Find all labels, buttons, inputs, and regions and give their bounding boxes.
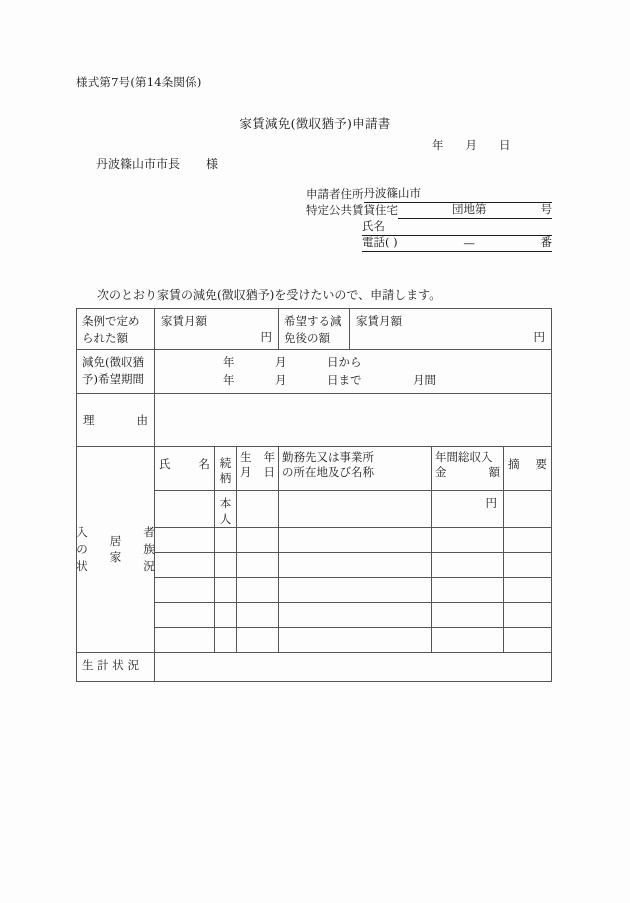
applicant-address-input[interactable] [364,185,553,203]
period-to-year: 年 [223,372,235,387]
livelihood-label: 生 計 状 況 [82,657,139,672]
date-month-label: 月 [465,138,477,152]
table-row-livelihood [77,652,552,681]
application-table [76,308,552,682]
col-birthdate-line1 [240,450,275,466]
desired-field-label: 家賃月額 [356,314,402,328]
period-value-cell[interactable] [155,350,552,394]
reason-label-cell [77,393,155,446]
period-to-day: 日まで [327,372,362,387]
applicant-housing-number-label: 号 [540,202,552,216]
family-workplace-input[interactable] [279,552,432,577]
col-birthdate-l2a: 月 [240,465,252,480]
col-birthdate-line2 [240,465,275,481]
addressee-name: 丹波篠山市市長 [96,157,181,171]
applicant-address-label: 申請者住所 [306,186,364,201]
family-remarks-input[interactable] [504,602,552,627]
col-income-line1: 年間総収入 [435,449,493,464]
family-name-input[interactable] [155,527,215,552]
period-to-line [161,372,545,389]
date-year-label: 年 [432,138,444,152]
family-remarks-input[interactable] [504,552,552,577]
addressee-honorific: 様 [206,157,219,171]
family-remarks-input[interactable] [504,527,552,552]
family-income-unit: 円 [485,495,497,510]
addressee [96,155,218,172]
family-remarks-input[interactable] [504,627,552,652]
family-income-input[interactable] [432,627,504,652]
applicant-housing-block-input[interactable] [398,201,552,219]
family-relation-input[interactable] [215,527,237,552]
family-birthdate-input[interactable] [237,527,279,552]
family-name-input[interactable] [155,602,215,627]
family-workplace-input[interactable] [279,577,432,602]
family-relation-value: 本人 [219,495,232,526]
col-income-l2b: 額 [488,465,500,480]
ordinance-label: 条例で定められた額 [82,314,140,345]
family-workplace-input[interactable] [279,627,432,652]
period-label: 減免(徴収猶予)希望期間 [82,355,144,387]
ordinance-label-cell [77,309,155,350]
family-label-col-1 [76,524,88,574]
family-label-vertical [77,447,154,652]
applicant-phone-dash: — [463,236,475,250]
family-label-char: 家 [109,550,122,565]
family-col-header-name [155,446,215,490]
applicant-address-value: 丹波篠山市 [363,185,421,200]
date-line [432,137,511,153]
desired-value-cell[interactable] [350,309,552,350]
period-from-line [161,354,545,371]
col-relation-label: 続 柄 [219,455,232,486]
period-from-month: 月 [275,355,287,370]
col-birthdate-l1a: 生 [240,449,252,464]
family-workplace-input[interactable] [279,527,432,552]
family-col-header-relation [215,446,237,490]
family-relation-input[interactable] [215,627,237,652]
family-name-input[interactable] [155,627,215,652]
family-label-char: 居 [109,533,122,548]
livelihood-value-cell[interactable] [155,652,552,681]
family-workplace-input[interactable] [279,602,432,627]
family-label-char: 入 [76,525,88,540]
reason-label-left: 理 [83,412,95,427]
family-income-input[interactable] [432,577,504,602]
applicant-phone-suffix: 番 [540,235,553,249]
col-income-l2a: 金 [435,465,447,480]
family-label-char: の [76,542,88,557]
col-name-left: 氏 [159,456,171,471]
family-income-input[interactable] [432,602,504,627]
family-name-input[interactable] [155,490,215,527]
col-remarks-left: 摘 [508,456,520,471]
col-birthdate-l2b: 日 [263,465,275,480]
livelihood-label-cell [77,652,155,681]
family-col-header-birthdate [237,446,279,490]
applicant-name-input[interactable] [362,218,552,236]
col-workplace-line1: 勤務先又は事業所 [282,449,374,464]
applicant-phone-row [306,236,552,253]
applicant-housing-block-label: 団地第 [452,202,487,216]
family-birthdate-input[interactable] [237,490,279,527]
family-income-cell[interactable] [432,490,504,527]
period-from-year: 年 [223,355,235,370]
family-birthdate-input[interactable] [237,552,279,577]
family-relation-cell[interactable] [215,490,237,527]
col-name-right: 名 [198,456,210,471]
desired-label: 希望する減免後の額 [284,314,342,345]
ordinance-value-cell[interactable] [155,309,279,350]
family-header-row [77,446,552,490]
family-birthdate-input[interactable] [237,602,279,627]
applicant-phone-label: 電話( ) [362,235,398,249]
reason-value-cell[interactable] [155,393,552,446]
col-workplace-line2: の所在地及び名称 [282,465,374,480]
table-row-period [77,350,552,394]
family-relation-input[interactable] [215,577,237,602]
period-from-day: 日から [327,355,362,370]
date-day-label: 日 [499,138,511,152]
ordinance-unit: 円 [260,330,272,344]
applicant-block [306,186,552,252]
period-label-cell [77,350,155,394]
page-title: 家賃減免(徴収猶予)申請書 [239,116,391,131]
family-label-char: 族 [143,542,155,557]
family-income-input[interactable] [432,552,504,577]
family-label-col-2 [110,533,122,566]
applicant-housing-label: 特定公共賃貸住宅 [306,203,398,217]
family-col-header-income [432,446,504,490]
col-birthdate-l1b: 年 [263,449,275,464]
ordinance-field-label: 家賃月額 [161,314,207,328]
family-name-input[interactable] [155,577,215,602]
family-label-char: 況 [143,558,155,573]
col-remarks-right: 要 [535,456,548,471]
desired-unit: 円 [533,330,546,344]
family-label-col-3 [143,524,155,574]
family-relation-input[interactable] [215,602,237,627]
period-to-month: 月 [275,372,287,387]
family-label-char: 状 [76,558,88,573]
family-relation-input[interactable] [215,552,237,577]
table-row-reason [77,393,552,446]
family-col-header-workplace [279,446,432,490]
period-months: 月間 [413,372,436,387]
intro-sentence: 次のとおり家賃の減免(徴収猶予)を受けたいので、申請します。 [97,288,442,302]
family-birthdate-input[interactable] [237,627,279,652]
table-row-amounts [77,309,552,350]
applicant-name-label: 氏名 [362,218,385,233]
family-remarks-input[interactable] [504,577,552,602]
family-birthdate-input[interactable] [237,577,279,602]
family-remarks-input[interactable] [504,490,552,527]
family-workplace-input[interactable] [279,490,432,527]
form-number: 様式第7号(第14条関係) [76,75,202,89]
applicant-phone-input[interactable] [362,234,552,252]
reason-label-right: 由 [136,412,148,427]
col-income-line2 [435,465,500,481]
family-label-cell [77,446,155,652]
family-col-header-remarks [504,446,552,490]
family-label-char: 者 [143,525,155,540]
desired-label-cell [279,309,350,350]
family-name-input[interactable] [155,552,215,577]
family-income-input[interactable] [432,527,504,552]
